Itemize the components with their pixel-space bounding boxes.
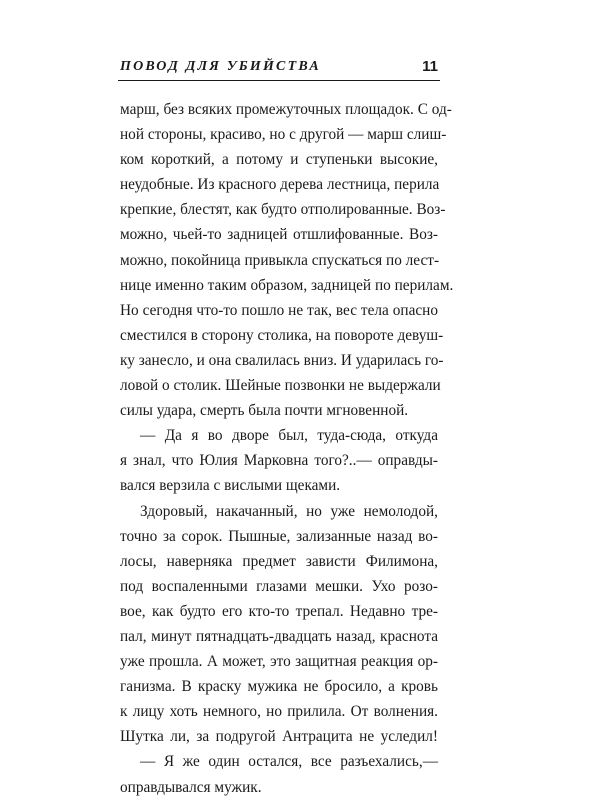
text-line: вое, как будто его кто-то трепал. Недавно тре- (120, 602, 438, 620)
text-line: — Да я во дворе был, туда-сюда, откуда (140, 427, 438, 445)
text-line: ганизма. В краску мужика не бросило, а кровь (120, 678, 438, 696)
text-line: я знал, что Юлия Марковна того?..— оправды- (120, 452, 438, 470)
text-line: силы удара, смерть была почти мгновенной. (120, 402, 409, 420)
text-line: неудобные. Из красного дерева лестница, перила (120, 176, 440, 194)
text-line: оправдывался мужик. (120, 778, 262, 796)
running-header (118, 56, 440, 81)
text-line: ловой о столик. Шейные позвонки не выдержали (120, 377, 441, 395)
text-line: марш, без всяких промежуточных площадок. С од- (120, 101, 452, 118)
text-line: пал, минут пятнадцать-двадцать назад, краснота (120, 627, 438, 645)
text-line: ком короткий, а потому и ступеньки высокие, (120, 151, 438, 169)
text-line: Шутка ли, за подругой Антрацита не уследил! (120, 728, 438, 746)
text-line: Здоровый, накачанный, но уже немолодой, (140, 502, 438, 520)
page-number: 11 (422, 58, 438, 75)
text-line: сместился в сторону столика, на повороте девуш- (120, 326, 444, 344)
text-line: уже прошла. А может, это защитная реакция ор- (120, 653, 438, 671)
text-line: к лицу хоть немного, но прилила. От волнения. (120, 703, 438, 721)
running-header-title: ПОВОД ДЛЯ УБИЙСТВА (120, 59, 321, 74)
text-line: вался верзила с вислыми щеками. (120, 477, 341, 495)
text-line: лосы, наверняка предмет зависти Филимона, (120, 552, 438, 570)
text-line: нице именно таким образом, задницей по перилам. (120, 276, 454, 294)
body-text (120, 97, 454, 800)
text-line: ной стороны, красиво, но с другой — марш слиш- (120, 126, 447, 144)
text-line: — Я же один остался, все разъехались,— (140, 753, 438, 771)
text-line: под воспаленными глазами мешки. Ухо розо- (120, 577, 438, 595)
text-line: Но сегодня что-то пошло не так, вес тела опасно (120, 301, 438, 319)
text-line: точно за сорок. Пышные, зализанные назад во- (120, 527, 438, 545)
text-line: можно, покойница привыкла спускаться по лест- (120, 251, 440, 269)
text-line: крепкие, блестят, как будто отполированные. Воз- (120, 201, 446, 219)
text-line: ку занесло, и она свалилась вниз. И ударилась го- (120, 351, 444, 369)
text-line: можно, чьей-то задницей отшлифованные. Воз- (120, 226, 438, 244)
